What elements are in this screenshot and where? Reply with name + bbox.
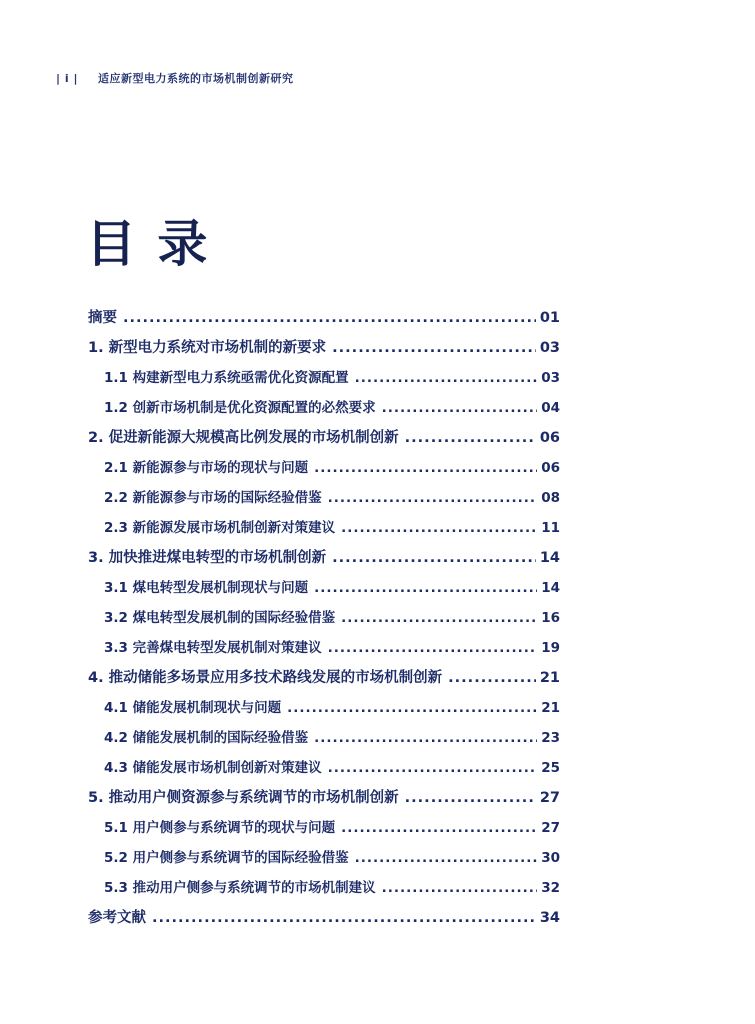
toc-entry-label: 3.1 煤电转型发展机制现状与问题 bbox=[104, 580, 309, 596]
toc-entry[interactable] bbox=[88, 306, 560, 336]
toc-entry-label: 5.3 推动用户侧参与系统调节的市场机制建议 bbox=[104, 880, 376, 896]
toc-entry[interactable] bbox=[88, 426, 560, 456]
toc-entry[interactable] bbox=[88, 486, 560, 516]
toc-entry-page-number: 30 bbox=[541, 850, 560, 866]
toc-dotted-leader bbox=[332, 550, 536, 566]
toc-entry-page-number: 03 bbox=[541, 370, 560, 386]
toc-entry-label: 4.2 储能发展机制的国际经验借鉴 bbox=[104, 730, 309, 746]
toc-entry-page-number: 32 bbox=[541, 880, 560, 896]
toc-entry-label: 4.3 储能发展市场机制创新对策建议 bbox=[104, 760, 322, 776]
toc-dotted-leader bbox=[287, 700, 537, 716]
toc-entry-page-number: 11 bbox=[541, 520, 560, 536]
toc-entry-page-number: 08 bbox=[541, 490, 560, 506]
page-number-marker: | i | bbox=[56, 72, 78, 85]
toc-entry[interactable] bbox=[88, 816, 560, 846]
toc-entry[interactable] bbox=[88, 666, 560, 696]
toc-dotted-leader bbox=[405, 790, 536, 806]
toc-entry[interactable] bbox=[88, 906, 560, 936]
toc-entry[interactable] bbox=[88, 576, 560, 606]
toc-page-title: 目 录 bbox=[86, 215, 210, 273]
toc-entry-page-number: 21 bbox=[539, 670, 560, 686]
toc-dotted-leader bbox=[314, 730, 537, 746]
toc-entry-page-number: 01 bbox=[539, 310, 560, 326]
toc-entry[interactable] bbox=[88, 396, 560, 426]
toc-entry-label: 参考文献 bbox=[88, 910, 146, 926]
toc-dotted-leader bbox=[405, 430, 536, 446]
toc-entry-label: 4.1 储能发展机制现状与问题 bbox=[104, 700, 282, 716]
toc-list bbox=[88, 306, 560, 936]
toc-dotted-leader bbox=[332, 340, 536, 356]
toc-dotted-leader bbox=[123, 310, 536, 326]
toc-dotted-leader bbox=[341, 820, 537, 836]
toc-entry-page-number: 23 bbox=[541, 730, 560, 746]
toc-entry[interactable] bbox=[88, 846, 560, 876]
toc-entry-label: 2.1 新能源参与市场的现状与问题 bbox=[104, 460, 309, 476]
toc-entry-page-number: 06 bbox=[539, 430, 560, 446]
toc-entry-label: 摘要 bbox=[88, 310, 117, 326]
toc-dotted-leader bbox=[314, 460, 537, 476]
toc-entry-page-number: 04 bbox=[541, 400, 560, 416]
toc-entry[interactable] bbox=[88, 786, 560, 816]
toc-entry-page-number: 21 bbox=[541, 700, 560, 716]
toc-dotted-leader bbox=[382, 400, 538, 416]
toc-entry-page-number: 14 bbox=[539, 550, 560, 566]
toc-dotted-leader bbox=[355, 370, 538, 386]
toc-entry-label: 1. 新型电力系统对市场机制的新要求 bbox=[88, 340, 327, 356]
toc-dotted-leader bbox=[448, 670, 536, 686]
running-header bbox=[56, 70, 293, 86]
toc-entry-page-number: 14 bbox=[541, 580, 560, 596]
toc-entry[interactable] bbox=[88, 546, 560, 576]
toc-entry-label: 3. 加快推进煤电转型的市场机制创新 bbox=[88, 550, 327, 566]
toc-entry-page-number: 16 bbox=[541, 610, 560, 626]
toc-entry[interactable] bbox=[88, 696, 560, 726]
toc-entry-label: 5. 推动用户侧资源参与系统调节的市场机制创新 bbox=[88, 790, 399, 806]
toc-entry-label: 5.2 用户侧参与系统调节的国际经验借鉴 bbox=[104, 850, 349, 866]
toc-entry-label: 1.1 构建新型电力系统亟需优化资源配置 bbox=[104, 370, 349, 386]
toc-entry-label: 2. 促进新能源大规模高比例发展的市场机制创新 bbox=[88, 430, 399, 446]
toc-dotted-leader bbox=[382, 880, 538, 896]
toc-entry-label: 2.2 新能源参与市场的国际经验借鉴 bbox=[104, 490, 322, 506]
toc-entry-page-number: 19 bbox=[541, 640, 560, 656]
toc-entry-page-number: 34 bbox=[539, 910, 560, 926]
toc-entry-page-number: 25 bbox=[541, 760, 560, 776]
toc-entry-page-number: 27 bbox=[541, 820, 560, 836]
toc-dotted-leader bbox=[341, 610, 537, 626]
toc-entry[interactable] bbox=[88, 366, 560, 396]
toc-dotted-leader bbox=[355, 850, 538, 866]
document-title: 适应新型电力系统的市场机制创新研究 bbox=[97, 72, 294, 85]
toc-entry[interactable] bbox=[88, 336, 560, 366]
toc-dotted-leader bbox=[152, 910, 536, 926]
toc-entry-label: 2.3 新能源发展市场机制创新对策建议 bbox=[104, 520, 336, 536]
toc-entry-page-number: 03 bbox=[539, 340, 560, 356]
toc-entry[interactable] bbox=[88, 876, 560, 906]
toc-entry-label: 1.2 创新市场机制是优化资源配置的必然要求 bbox=[104, 400, 376, 416]
toc-entry[interactable] bbox=[88, 516, 560, 546]
toc-entry-label: 3.2 煤电转型发展机制的国际经验借鉴 bbox=[104, 610, 336, 626]
toc-entry[interactable] bbox=[88, 456, 560, 486]
toc-entry[interactable] bbox=[88, 606, 560, 636]
toc-entry-label: 3.3 完善煤电转型发展机制对策建议 bbox=[104, 640, 322, 656]
toc-entry[interactable] bbox=[88, 636, 560, 666]
toc-entry-page-number: 27 bbox=[539, 790, 560, 806]
toc-dotted-leader bbox=[328, 760, 538, 776]
toc-dotted-leader bbox=[341, 520, 537, 536]
toc-entry[interactable] bbox=[88, 756, 560, 786]
toc-entry[interactable] bbox=[88, 726, 560, 756]
toc-entry-label: 4. 推动储能多场景应用多技术路线发展的市场机制创新 bbox=[88, 670, 443, 686]
toc-dotted-leader bbox=[328, 640, 538, 656]
toc-dotted-leader bbox=[328, 490, 538, 506]
toc-dotted-leader bbox=[314, 580, 537, 596]
toc-entry-page-number: 06 bbox=[541, 460, 560, 476]
toc-entry-label: 5.1 用户侧参与系统调节的现状与问题 bbox=[104, 820, 336, 836]
